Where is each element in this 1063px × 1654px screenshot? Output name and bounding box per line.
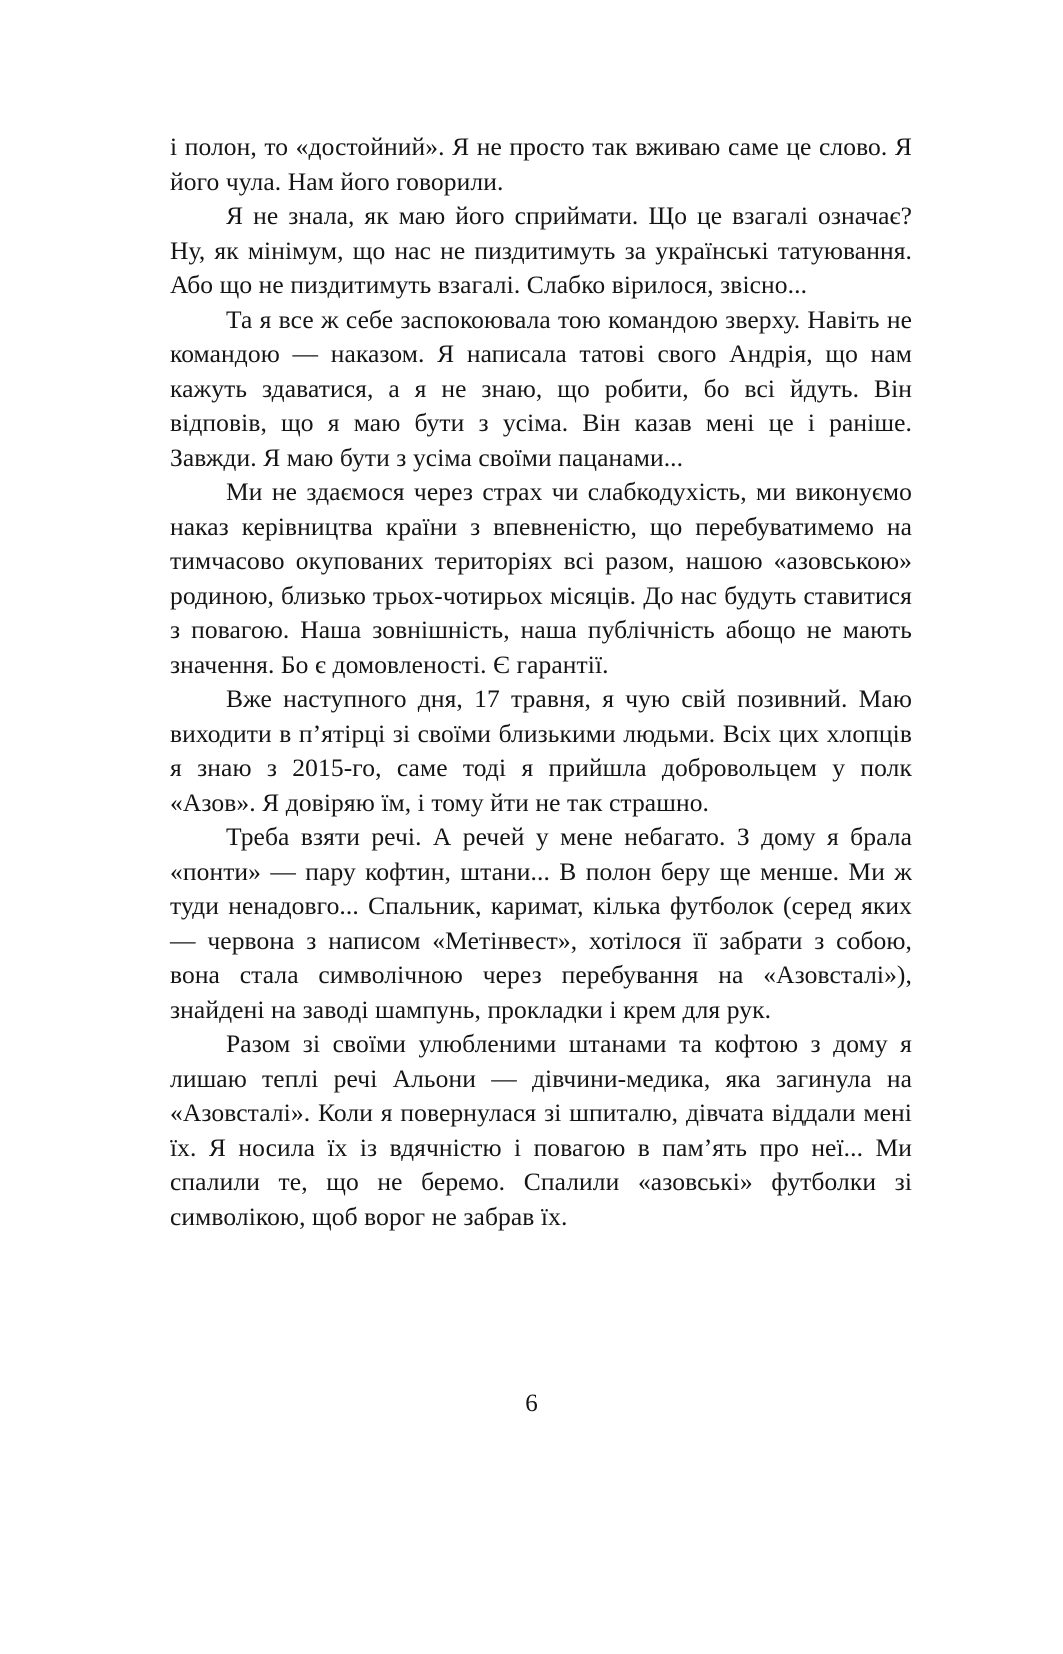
- paragraph: Вже наступного дня, 17 травня, я чую свій позивний. Маю виходити в п’ятірці зі своїми близькими людьми. Всіх цих хлопців я знаю з 2015-го, саме тоді я прийшла добровольцем у полк «Азов». Я довіряю їм, і тому йти не так страшно.: [170, 684, 912, 817]
- page-number: 6: [525, 1390, 538, 1417]
- paragraph: Ми не здаємося через страх чи слабкодухість, ми виконуємо наказ керівництва країни з впевненістю, що перебуватимемо на тимчасово окупованих територіях всі разом, нашою «азовською» родиною, близько трьох-чотирьох місяців. До нас будуть ставитися з повагою. Наша зовнішність, наша публічність абощо не мають значення. Бо є домовленості. Є гарантії.: [170, 477, 912, 679]
- paragraph: Я не знала, як маю його сприймати. Що це взагалі означає? Ну, як мінімум, що нас не пиздитимуть за українські татуювання. Або що не пиздитимуть взагалі. Слабко вірилося, звісно...: [170, 201, 912, 299]
- text-block: [170, 130, 912, 1234]
- paragraph: Та я все ж себе заспокоювала тою командою зверху. Навіть не командою — наказом. Я написала татові свого Андрія, що нам кажуть здаватися, а я не знаю, що робити, бо всі йдуть. Він відповів, що я маю бути з усіма. Він казав мені це і раніше. Завжди. Я маю бути з усіма своїми пацанами...: [170, 304, 912, 472]
- paragraph: Разом зі своїми улюбленими штанами та кофтою з дому я лишаю теплі речі Альони — дівчини-медика, яка загинула на «Азовсталі». Коли я повернулася зі шпиталю, дівчата віддали мені їх. Я носила їх із вдячністю і повагою в пам’ять про неї... Ми спалили те, що не беремо. Спалили «азовські» футболки зі символікою, щоб ворог не забрав їх.: [170, 1029, 912, 1231]
- paragraph: Треба взяти речі. А речей у мене небагато. З дому я брала «понти» — пару кофтин, штани... В полон беру ще менше. Ми ж туди ненадовго... Спальник, каримат, кілька футболок (серед яких — червона з написом «Метінвест», хотілося її забрати з собою, вона стала символічною через перебування на «Азовсталі»), знайдені на заводі шампунь, прокладки і крем для рук.: [170, 822, 912, 1024]
- paragraph-continuation: і полон, то «достойний». Я не просто так вживаю саме це слово. Я його чула. Нам його говорили.: [170, 132, 912, 196]
